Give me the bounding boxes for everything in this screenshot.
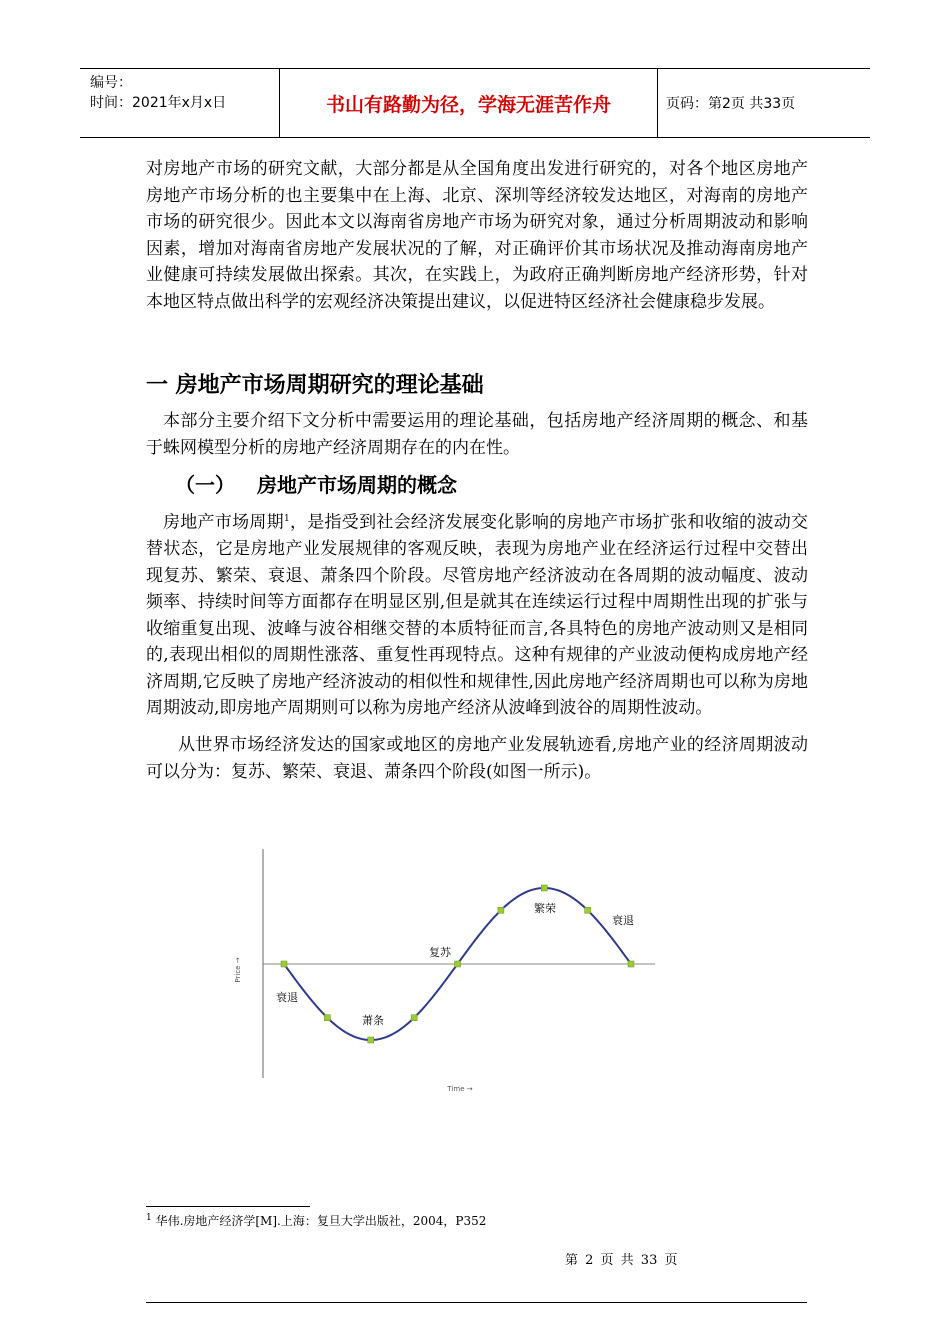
y-axis-label: Price → — [234, 957, 242, 983]
intro-paragraph: 对房地产市场的研究文献，大部分都是从全国角度出发进行研究的，对各个地区房地产房地产市场分析的也主要集中在上海、北京、深圳等经济较发达地区，对海南的房地产市场的研究很少。因此本文以海南省房地产市场为研究对象，通过分析周期波动和影响因素，增加对海南省房地产发展状况的了解，对正确评价其市场状况及推动海南房地产业健康可持续发展做出探索。其次，在实践上，为政府正确判断房地产经济形势，针对本地区特点做出科学的宏观经济决策提出建议，以促进特区经济社会健康稳步发展。 — [146, 159, 808, 312]
cycle-definition-rest: ，是指受到社会经济发展变化影响的房地产市场扩张和收缩的波动交替状态，它是房地产业发展规律的客观反映，表现为房地产业在经济运行过程中交替出现复苏、繁荣、衰退、萧条四个阶段。尽管房地产经济波动在各周期的波动幅度、波动频率、持续时间等方面都存在明显区别,但是就其在连续运行过程中周期性出现的扩张与收缩重复出现、波峰与波谷相继交替的本质特征而言,各具特色的房地产波动则又是相同的,表现出相似的周期性涨落、重复性再现特点。这种有规律的产业波动便构成房地产经济周期,它反映了房地产经济波动的相似性和规律性,因此房地产经济周期也可以称为房地周期波动,即房地产周期则可以称为房地产经济从波峰到波谷的周期性波动。 — [146, 512, 809, 719]
cycle-chart — [225, 835, 675, 1105]
label-prosperity: 繁荣 — [534, 902, 556, 915]
cycle-marker — [541, 885, 547, 891]
phases-paragraph: 从世界市场经济发达的国家或地区的房地产业发展轨迹看,房地产业的经济周期波动可以分为：复苏、繁荣、衰退、萧条四个阶段(如图一所示)。 — [146, 735, 808, 782]
label-recovery: 复苏 — [429, 946, 451, 959]
label-recession-right: 衰退 — [612, 914, 634, 927]
footnote-text: 华伟.房地产经济学[M].上海：复旦大学出版社，2004，P352 — [155, 1214, 487, 1228]
footnote-ref[interactable]: 1 — [283, 514, 290, 524]
cycle-marker — [585, 907, 591, 913]
section-intro-paragraph: 本部分主要介绍下文分析中需要运用的理论基础，包括房地产经济周期的概念、和基于蛛网模型分析的房地产经济周期存在的内在性。 — [146, 411, 808, 458]
label-recession-left: 衰退 — [276, 991, 298, 1004]
cycle-marker — [498, 907, 504, 913]
date-label: 时间：2021年x月x日 — [90, 95, 227, 111]
footnote-mark: 1 — [146, 1213, 152, 1223]
footnote — [146, 1212, 486, 1229]
cycle-marker — [411, 1015, 417, 1021]
header-motto: 书山有路勤为径，学海无涯苦作舟 — [280, 69, 658, 137]
cycle-marker — [455, 961, 461, 967]
cycle-marker — [368, 1037, 374, 1043]
cycle-marker — [324, 1015, 330, 1021]
header-page-info: 页码：第2页 共33页 — [666, 96, 796, 112]
label-depression: 萧条 — [362, 1014, 384, 1027]
section-title: 一 房地产市场周期研究的理论基础 — [146, 373, 484, 398]
page-header — [80, 68, 870, 138]
x-axis-label: Time → — [447, 1085, 473, 1093]
cycle-definition-paragraph — [146, 506, 808, 722]
subsection-title — [175, 469, 457, 498]
footnote-divider — [146, 1206, 310, 1207]
cycle-definition-start: 房地产市场周期 — [163, 512, 284, 533]
footer-divider — [146, 1302, 807, 1303]
subsection-text: 房地产市场周期的概念 — [257, 473, 457, 497]
header-meta — [80, 69, 280, 137]
subsection-number: （一） — [175, 473, 235, 497]
cycle-marker — [281, 961, 287, 967]
cycle-marker — [628, 961, 634, 967]
number-label: 编号： — [90, 75, 132, 91]
page-number: 第 2 页 共 33 页 — [565, 1253, 678, 1268]
